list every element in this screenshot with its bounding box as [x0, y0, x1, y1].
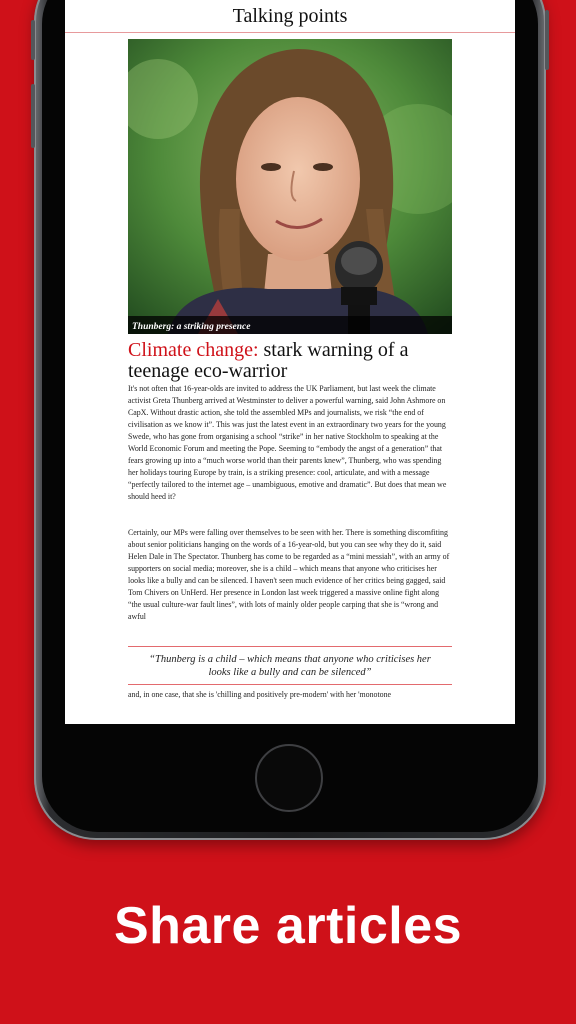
article-paragraph: It's not often that 16-year-olds are invited to address the UK Parliament, but last week the climate activist Greta Thunberg arrived at Westminster to deliver a powerful warning, said John Ashmore on CapX. Without drastic action, she told the assembled MPs and journalists, we risk “the end of civilisation as we know it”. This was just the latest event in an extraordinary two years for the young Swede, who has gone from organising a school “strike” in her native Stockholm to speaking at the World Economic Forum and meeting the Pope. Seeming to “embody the angst of a generation” that fears growing up into a “much worse world than their parents knew”, Thunberg, who was spending her holidays touring Europe by train, is a striking presence: cool, articulate, and with a message “perfectly tailored to the internet age – unambiguous, emotive and dramatic”. But does that mean we should heed it?: [128, 384, 447, 501]
headline-kicker: Climate change:: [128, 339, 259, 361]
section-title: Talking points: [65, 0, 515, 33]
headline-text: stark warning of a teenage eco-warrior: [128, 339, 409, 382]
article-paragraph: and, in one case, that she is 'chilling and positively pre-modern' with her 'monotone: [128, 690, 392, 699]
article-paragraph: Certainly, our MPs were falling over themselves to be seen with her. There is something discomfiting about senior politicians hanging on the words of a 16-year-old, but you can see why they do it, said Helen Dale in The Spectator. Thunberg has come to be regarded as a “mini messiah”, with an army of supporters on social media; moreover, she is a child – which means that anyone who criticises her looks like a bully and can be silenced. I haven't seen much evidence of her critics being gagged, said Tom Chivers on UnHerd. Her presence in London last week triggered a massive online fight along “the usual culture-war fault lines”, with lots of mainly older people carping that she is “wrong and awful: [128, 528, 450, 621]
app-screen[interactable]: [65, 0, 515, 724]
power-button: [545, 10, 549, 70]
pull-quote: “Thunberg is a child – which means that anyone who criticises her looks like a bully and can be silenced”: [149, 653, 431, 678]
promo-headline: Share articles: [113, 897, 463, 955]
volume-button: [31, 20, 35, 60]
pull-quote-box: [128, 646, 452, 685]
portrait-image: [128, 39, 452, 334]
volume-button: [31, 84, 35, 148]
article-photo[interactable]: [128, 39, 452, 334]
image-caption: Thunberg: a striking presence: [132, 322, 251, 332]
article-headline: [128, 340, 452, 382]
home-button[interactable]: [255, 744, 323, 812]
